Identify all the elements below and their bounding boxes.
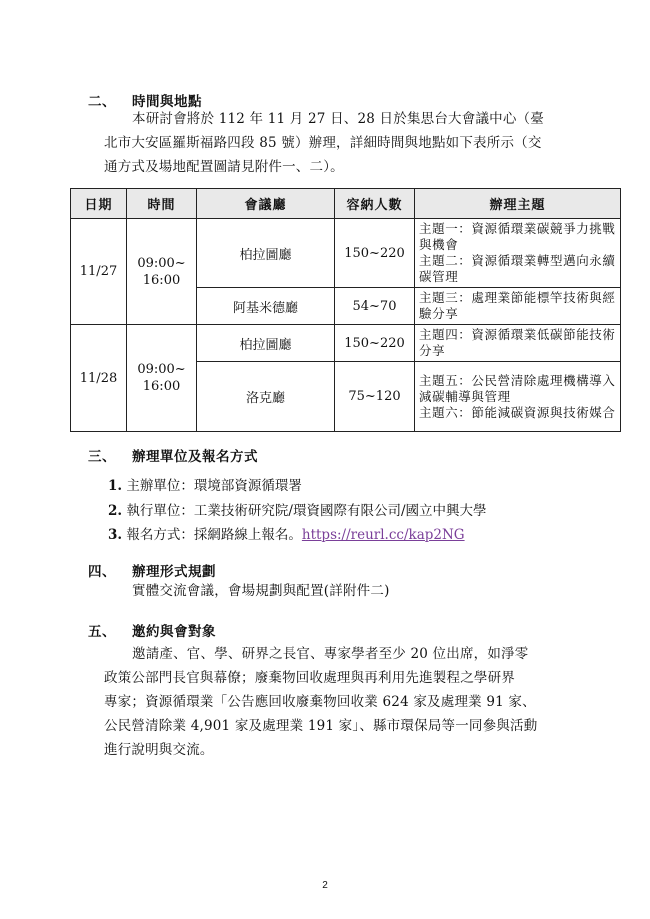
capacity-cell: 150~220 — [335, 219, 415, 288]
section-5-title: 邀約與會對象 — [132, 624, 216, 640]
list-item-number: 2. — [108, 503, 123, 519]
list-item-number: 1. — [108, 478, 123, 494]
date-cell: 11/28 — [71, 325, 127, 432]
list-item — [108, 474, 302, 494]
list-item — [108, 499, 487, 519]
hall-cell: 阿基米德廳 — [197, 288, 335, 325]
section-4-line: 實體交流會議，會場規劃與配置(詳附件二) — [132, 583, 390, 599]
topic-cell: 主題三：處理業節能標竿技術與經驗分享 — [415, 288, 621, 325]
capacity-cell: 54~70 — [335, 288, 415, 325]
list-item — [108, 523, 465, 543]
section-5-line-5: 進行說明與交流。 — [104, 742, 214, 758]
section-4-heading — [88, 560, 216, 580]
topic-cell: 主題四：資源循環業低碳節能技術分享 — [415, 325, 621, 362]
section-4-title: 辦理形式規劃 — [132, 564, 216, 580]
section-5-heading — [88, 620, 216, 640]
page-number: 2 — [322, 880, 328, 891]
section-4-number: 四、 — [88, 564, 116, 580]
section-2-line-1: 本研討會將於 112 年 11 月 27 日、28 日於集思台大會議中心（臺 — [132, 111, 544, 127]
capacity-cell: 150~220 — [335, 325, 415, 362]
hall-cell: 洛克廳 — [197, 362, 335, 432]
list-item-text: 執行單位：工業技術研究院/環資國際有限公司/國立中興大學 — [126, 503, 487, 519]
header-capacity: 容納人數 — [335, 189, 415, 219]
registration-link[interactable]: https://reurl.cc/kap2NG — [301, 527, 465, 543]
section-2-number: 二、 — [88, 94, 116, 110]
topic-cell: 主題五：公民營清除處理機構導入減碳輔導與管理 主題六：節能減碳資源與技術媒合 — [415, 362, 621, 432]
time-cell: 09:00~ 16:00 — [127, 219, 197, 325]
date-cell: 11/27 — [71, 219, 127, 325]
capacity-cell: 75~120 — [335, 362, 415, 432]
section-5-line-1: 邀請產、官、學、研界之長官、專家學者至少 20 位出席，如淨零 — [132, 646, 529, 662]
table-row — [71, 325, 621, 362]
section-5-line-3: 專家；資源循環業「公告應回收廢棄物回收業 624 家及處理業 91 家、 — [104, 694, 536, 710]
header-time: 時間 — [127, 189, 197, 219]
table-row — [71, 219, 621, 288]
topic-cell: 主題一：資源循環業碳競爭力挑戰與機會 主題二：資源循環業轉型邁向永續碳管理 — [415, 219, 621, 288]
section-2-title: 時間與地點 — [132, 94, 202, 110]
section-2-line-3: 通方式及場地配置圖請見附件一、二）。 — [104, 159, 344, 175]
table-header-row — [71, 189, 621, 219]
section-3-title: 辦理單位及報名方式 — [132, 449, 258, 465]
schedule-table — [70, 188, 621, 432]
list-item-number: 3. — [108, 527, 123, 543]
section-5-line-4: 公民營清除業 4,901 家及處理業 191 家」、縣市環保局等一同參與活動 — [104, 718, 538, 734]
hall-cell: 柏拉圖廳 — [197, 325, 335, 362]
section-5-number: 五、 — [88, 624, 116, 640]
header-date: 日期 — [71, 189, 127, 219]
list-item-text: 報名方式：採網路線上報名。 — [126, 527, 302, 543]
section-3-heading — [88, 445, 258, 465]
section-5-line-2: 政策公部門長官與幕僚；廢棄物回收處理與再利用先進製程之學研界 — [104, 670, 515, 686]
time-cell: 09:00~ 16:00 — [127, 325, 197, 432]
list-item-text: 主辦單位：環境部資源循環署 — [126, 478, 302, 494]
section-2-line-2: 北市大安區羅斯福路四段 85 號）辦理，詳細時間與地點如下表所示（交 — [104, 135, 542, 151]
header-topic: 辦理主題 — [415, 189, 621, 219]
header-hall: 會議廳 — [197, 189, 335, 219]
hall-cell: 柏拉圖廳 — [197, 219, 335, 288]
section-3-number: 三、 — [88, 449, 116, 465]
